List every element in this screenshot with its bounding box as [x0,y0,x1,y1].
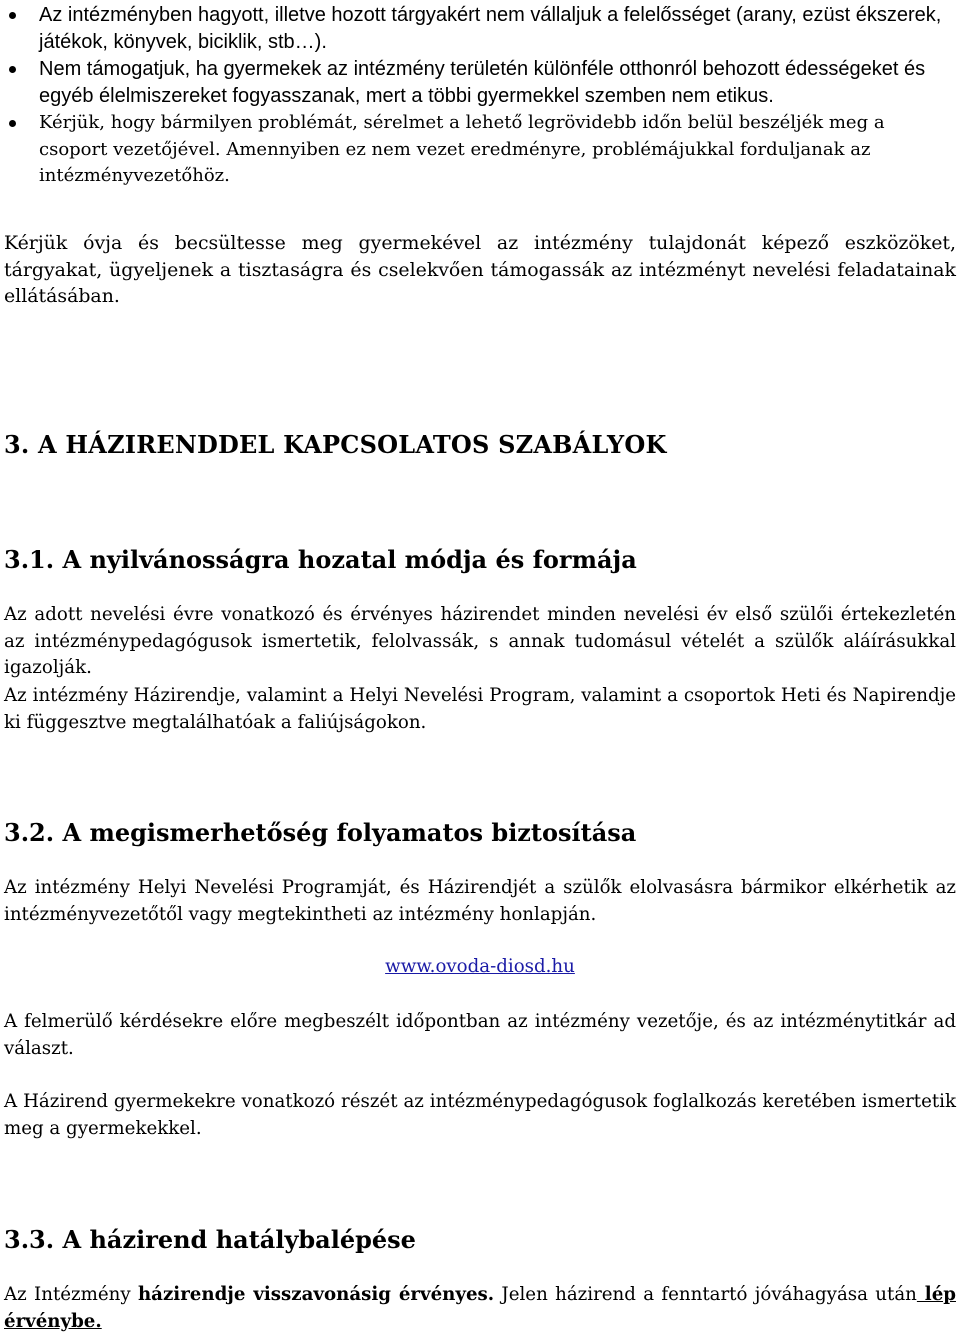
section-3-2-paragraph-2: A felmerülő kérdésekre előre megbeszélt időpontban az intézmény vezetője, és az intézménytitkár ad választ. [4,1011,956,1059]
bullet-icon [9,12,16,19]
section-3-2-heading: 3.2. A megismerhetőség folyamatos biztosítása [4,818,637,847]
care-paragraph: Kérjük óvja és becsültesse meg gyermekével az intézmény tulajdonát képező eszközöket, tárgyakat, ügyeljenek a tisztaságra és cselekvően támogassák az intézményt nevelési feladatainak ellátásában. [4,232,956,308]
list-item [6,110,956,190]
list-item [6,56,956,109]
website-link[interactable]: www.ovoda-diosd.hu [385,956,575,977]
section-3-2-paragraph-3: A Házirend gyermekekre vonatkozó részét az intézménypedagógusok foglalkozás keretében ismertetik meg a gyermekekkel. [4,1091,956,1139]
section-3-heading: 3. A HÁZIRENDDEL KAPCSOLATOS SZABÁLYOK [4,430,667,459]
bullet-icon [9,66,16,73]
list-item [6,2,956,55]
section-3-3-heading: 3.3. A házirend hatálybalépése [4,1225,416,1254]
bold-underlined-text: lép érvénybe. [4,1284,956,1332]
rules-bullet-list [6,2,956,191]
text-run: Jelen házirend a fenntartó jóváhagyása után [494,1284,917,1305]
bullet-icon [9,120,16,127]
section-3-2-paragraph-1: Az intézmény Helyi Nevelési Programját, és Házirendjét a szülők elolvasásra bármikor elkérhetik az intézményvezetőtől vagy megtekintheti az intézmény honlapján. [4,877,956,925]
text-run: Az Intézmény [4,1284,138,1305]
website-link-line [0,956,960,977]
bold-text: házirendje visszavonásig érvényes. [137,1284,495,1305]
section-3-1-heading: 3.1. A nyilvánosságra hozatal módja és formája [4,545,637,574]
section-3-1-paragraph-2: Az intézmény Házirendje, valamint a Helyi Nevelési Program, valamint a csoportok Heti és Napirendje ki függesztve megtalálhatóak a faliújságokon. [4,685,956,733]
section-3-3-paragraph [4,1282,956,1335]
list-item-text: Az intézményben hagyott, illetve hozott tárgyakért nem vállaljuk a felelősséget (arany, ezüst ékszerek, játékok, könyvek, biciklik, stb…). [39,4,942,53]
list-item-text: Nem támogatjuk, ha gyermekek az intézmény területén különféle otthonról behozott édességeket és egyéb élelmiszereket fogyasszanak, mert a többi gyermekkel szemben nem etikus. [39,58,926,107]
section-3-1-paragraph-1: Az adott nevelési évre vonatkozó és érvényes házirendet minden nevelési év első szülői értekezletén az intézménypedagógusok ismertetik, felolvassák, s annak tudomásul vételét a szülők aláírásukkal igazolják. [4,604,956,679]
list-item-text: Kérjük, hogy bármilyen problémát, sérelmet a lehető legrövidebb időn belül beszéljék meg a csoport vezetőjével. Amennyiben ez nem vezet eredményre, problémájukkal forduljanak az intézményvezetőhöz. [39,112,885,186]
